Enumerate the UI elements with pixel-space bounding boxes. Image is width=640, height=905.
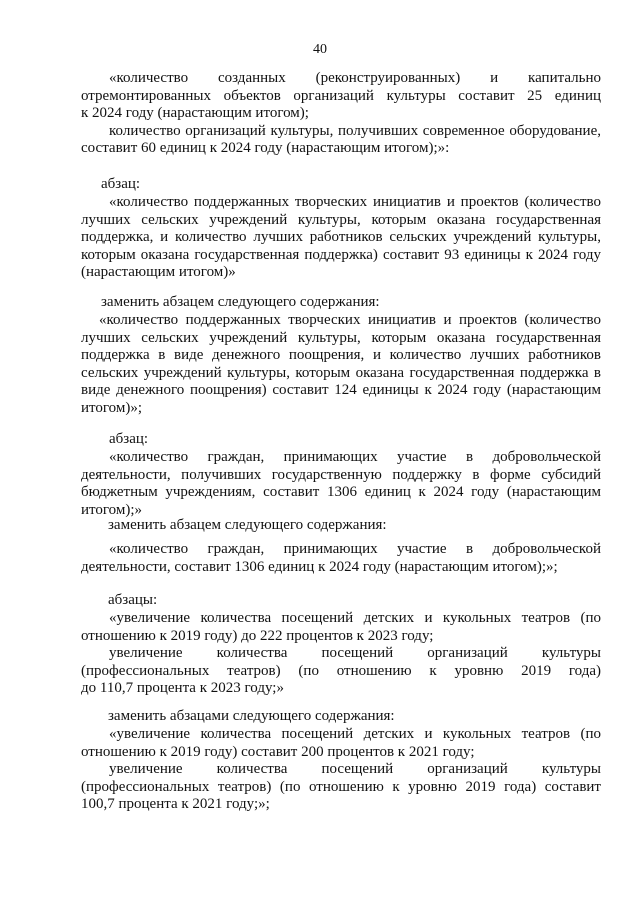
text-line: составит 60 единиц к 2024 году (нарастающим итогом);»: <box>81 140 450 157</box>
text-line: итогом)»; <box>81 399 143 416</box>
text-line: (профессиональных театров) (по отношению к уровню 2019 года) составит <box>81 778 601 795</box>
text-line: лучших сельских учреждений культуры, которым оказана государственная <box>81 211 601 228</box>
text-line: «количество граждан, принимающих участие в добровольческой <box>109 541 601 557</box>
text-line: итогом);» <box>81 501 143 518</box>
text-line: виде денежного поощрения) составит 124 единицы к 2024 году (нарастающим <box>81 382 601 399</box>
label-abzac: абзац: <box>101 176 141 192</box>
paragraph-initiatives-new <box>81 312 601 418</box>
text-line: «увеличение количества посещений детских и кукольных театров (по <box>109 610 601 626</box>
label-abzacy: абзацы: <box>108 592 158 608</box>
text-line: до 110,7 процента к 2023 году;» <box>81 680 284 697</box>
text-line: отношению к 2019 году) до 222 процентов к 2023 году; <box>81 627 434 644</box>
text-line: к 2024 году (нарастающим итогом); <box>81 105 309 122</box>
text-line: (нарастающим итогом)» <box>81 264 236 281</box>
text-line: отношению к 2019 году) составит 200 процентов к 2021 году; <box>81 743 475 760</box>
text-line: сельских учреждений культуры, которым оказана государственная поддержка в <box>81 364 601 381</box>
text-line: которым оказана государственная поддержка) составит 93 единицы к 2024 году <box>81 246 601 263</box>
text-line: отремонтированных объектов организаций культуры составит 25 единиц <box>81 87 601 104</box>
text-line: «увеличение количества посещений детских и кукольных театров (по <box>109 726 601 742</box>
label-abzac: абзац: <box>109 431 149 447</box>
text-line: (профессиональных театров) (по отношению к уровню 2019 года) <box>81 662 601 679</box>
text-line: «количество граждан, принимающих участие в добровольческой <box>109 449 601 465</box>
text-line: бюджетным учреждениям, составит 1306 единиц к 2024 году (нарастающим <box>81 484 601 501</box>
paragraph-organizations <box>81 70 601 158</box>
paragraph-initiatives-old <box>81 194 601 282</box>
text-line: поддержка, и количество лучших работников сельских учреждений культуры, <box>81 229 601 246</box>
paragraph-theatres-old <box>81 610 601 698</box>
page-number: 40 <box>313 42 327 57</box>
text-line: «количество поддержанных творческих инициатив и проектов (количество <box>99 312 601 328</box>
paragraph-theatres-new <box>81 726 601 814</box>
text-line: деятельности, составит 1306 единиц к 2024 году (нарастающим итогом);»; <box>81 558 558 575</box>
paragraph-volunteers-old <box>81 449 601 519</box>
paragraph-volunteers-new <box>81 541 601 576</box>
text-line: количество организаций культуры, получивших современное оборудование, <box>109 122 601 139</box>
text-line: лучших сельских учреждений культуры, которым оказана государственная <box>81 329 601 346</box>
text-line: поддержка в виде денежного поощрения, и количество лучших работников <box>81 347 601 364</box>
text-line: увеличение количества посещений организаций культуры <box>109 761 601 778</box>
text-line: увеличение количества посещений организаций культуры <box>109 645 601 662</box>
text-line: «количество поддержанных творческих инициатив и проектов (количество <box>109 194 601 210</box>
label-replace: заменить абзацем следующего содержания: <box>101 294 380 310</box>
text-line: деятельности, получивших государственную поддержку в форме субсидий <box>81 466 601 483</box>
label-replace: заменить абзацами следующего содержания: <box>108 708 395 724</box>
label-replace: заменить абзацем следующего содержания: <box>108 517 387 533</box>
text-line: «количество созданных (реконструированных) и капитально <box>109 70 601 86</box>
text-line: 100,7 процента к 2021 году;»; <box>81 796 270 813</box>
